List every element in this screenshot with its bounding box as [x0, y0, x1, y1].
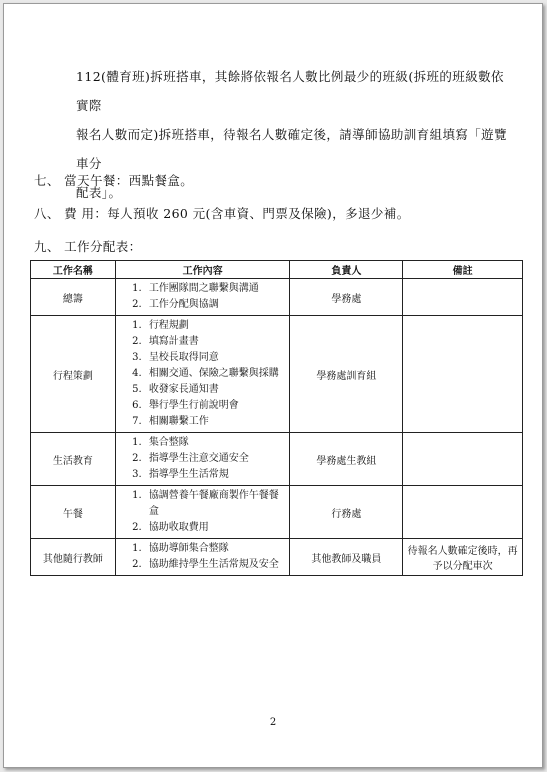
header-cell: 負責人 [290, 261, 403, 279]
table-row [31, 486, 523, 539]
task-note: 待報名人數確定後時，再予以分配車次 [403, 539, 523, 576]
task-item: 2. 填寫計畫書 [145, 334, 286, 350]
task-item: 6. 舉行學生行前說明會 [145, 398, 286, 414]
table-row [31, 316, 523, 433]
table-header-row [31, 261, 523, 279]
task-content [115, 539, 290, 576]
task-item: 3. 指導學生生活常規 [145, 467, 286, 483]
table-row [31, 433, 523, 486]
task-item: 1. 協調營養午餐廠商製作午餐餐盒 [145, 488, 286, 520]
section-assign: 九、 工作分配表： [34, 239, 142, 254]
header-cell: 備註 [403, 261, 523, 279]
task-owner: 學務處 [290, 279, 403, 316]
task-owner: 其他教師及職員 [290, 539, 403, 576]
task-note [403, 316, 523, 433]
header-cell: 工作內容 [115, 261, 290, 279]
task-item: 1. 行程規劃 [145, 318, 286, 334]
task-item: 7. 相關聯繫工作 [145, 414, 286, 430]
intro-line: 配表」。 [76, 185, 122, 200]
task-note [403, 486, 523, 539]
task-item: 2. 工作分配與協調 [145, 297, 286, 313]
task-name: 總籌 [31, 279, 116, 316]
intro-line: 報名人數而定)拆班搭車，待報名人數確定後，請導師協助訓育組填寫「遊覽車分 [76, 127, 507, 171]
task-content [115, 316, 290, 433]
intro-line: 112(體育班)拆班搭車，其餘將依報名人數比例最少的班級(拆班的班級數依實際 [76, 69, 504, 113]
task-item: 1. 工作團隊間之聯繫與溝通 [145, 281, 286, 297]
task-note [403, 279, 523, 316]
task-name: 生活教育 [31, 433, 116, 486]
task-name: 午餐 [31, 486, 116, 539]
task-item: 2. 協助維持學生生活常規及安全 [145, 557, 286, 573]
task-item: 2. 指導學生注意交通安全 [145, 451, 286, 467]
table-row [31, 279, 523, 316]
header-cell: 工作名稱 [31, 261, 116, 279]
task-content [115, 486, 290, 539]
task-name: 其他隨行教師 [31, 539, 116, 576]
task-name: 行程策劃 [31, 316, 116, 433]
task-item: 5. 收發家長通知書 [145, 382, 286, 398]
page-number: 2 [269, 717, 277, 728]
task-owner: 學務處生教組 [290, 433, 403, 486]
assignment-table [30, 260, 523, 576]
task-item: 1. 協助導師集合整隊 [145, 541, 286, 557]
task-content [115, 279, 290, 316]
section-lunch: 七、 當天午餐：西點餐盒。 [34, 173, 194, 188]
table-row [31, 539, 523, 576]
task-owner: 行務處 [290, 486, 403, 539]
task-item: 3. 呈校長取得同意 [145, 350, 286, 366]
task-item: 4. 相關交通、保險之聯繫與採購 [145, 366, 286, 382]
section-fee: 八、 費 用：每人預收 260 元(含車資、門票及保險)，多退少補。 [34, 206, 410, 221]
task-item: 2. 協助收取費用 [145, 520, 286, 536]
task-content [115, 433, 290, 486]
document-page [3, 3, 543, 768]
task-item: 1. 集合整隊 [145, 435, 286, 451]
task-owner: 學務處訓育組 [290, 316, 403, 433]
task-note [403, 433, 523, 486]
